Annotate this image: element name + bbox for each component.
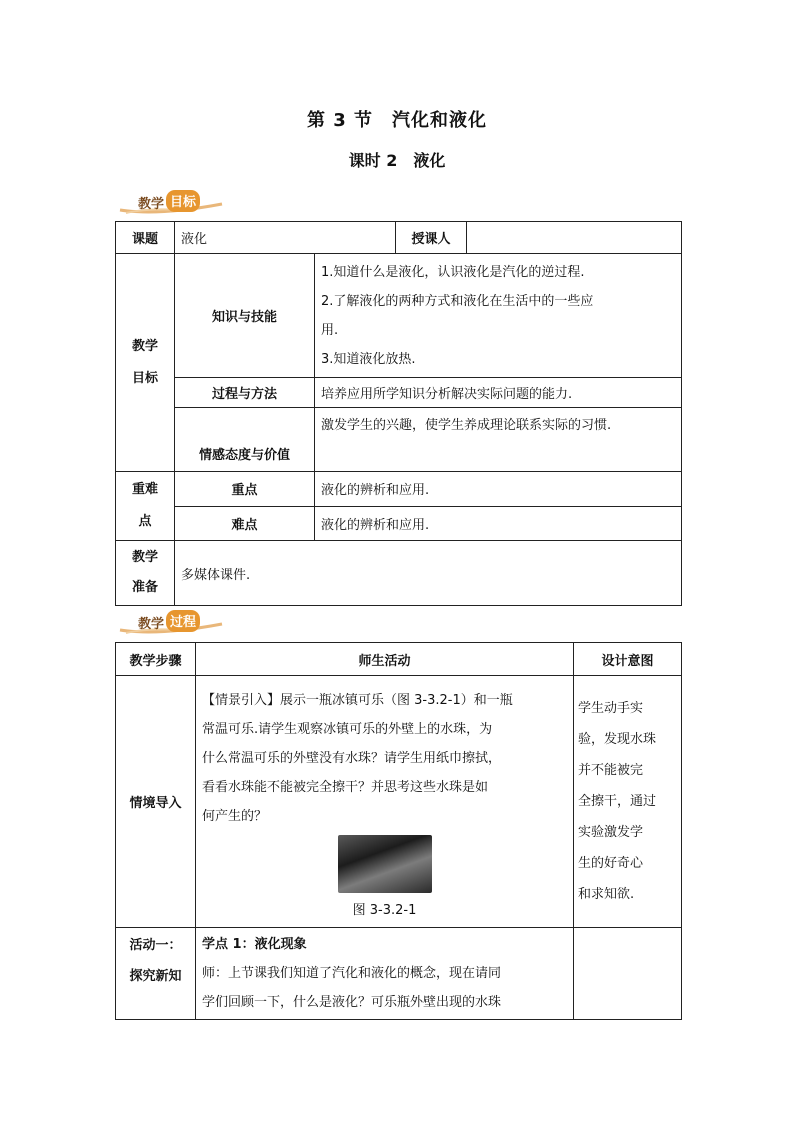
teaching-process-badge	[118, 606, 228, 634]
explore-heading: 学点 1：液化现象	[202, 937, 307, 952]
intent-line: 全擦干，通过	[578, 794, 657, 809]
teacher-label: 授课人	[396, 222, 467, 254]
figure-caption: 图 3-3.2-1	[352, 902, 417, 918]
teacher-value	[467, 222, 682, 254]
teaching-goals-badge	[118, 186, 228, 214]
activity-line: 常温可乐.请学生观察冰镇可乐的外壁上的水珠，为	[202, 721, 493, 737]
intent-line: 和求知欲.	[578, 887, 635, 902]
step-situation: 情境导入	[116, 676, 196, 928]
prep-label	[116, 541, 175, 606]
step-explore	[116, 928, 196, 1020]
goal-label	[116, 254, 175, 472]
goal-label-line: 目标	[131, 370, 158, 386]
activity-line: 看看水珠能不能被完全擦干？并思考这些水珠是如	[202, 779, 489, 795]
keypoint-label-line: 点	[138, 514, 152, 529]
step-explore-line: 探究新知	[129, 969, 182, 984]
activity-line: 何产生的？	[202, 808, 268, 824]
difficult-label: 难点	[175, 506, 315, 541]
knowledge-label: 知识与技能	[175, 254, 315, 378]
cola-bottle-photo	[338, 835, 432, 893]
situation-intent	[574, 676, 682, 928]
intent-line: 验，发现水珠	[578, 732, 657, 747]
badge-text-a: 教学	[138, 617, 165, 632]
prep-label-line: 教学	[131, 550, 158, 565]
topic-label: 课题	[116, 222, 175, 254]
key-value: 液化的辨析和应用.	[315, 472, 682, 507]
knowledge-line: 1.知道什么是液化，认识液化是汽化的逆过程.	[321, 264, 585, 280]
explore-line: 学们回顾一下，什么是液化？可乐瓶外壁出现的水珠	[202, 995, 502, 1010]
explore-intent	[574, 928, 682, 1020]
process-value: 培养应用所学知识分析解决实际问题的能力.	[315, 378, 682, 408]
prep-label-line: 准备	[131, 580, 158, 595]
teaching-goals-table	[115, 221, 682, 606]
knowledge-line: 2.了解液化的两种方式和液化在生活中的一些应	[321, 293, 594, 309]
header-activity: 师生活动	[196, 643, 574, 676]
teaching-process-table	[115, 642, 682, 1020]
explore-activity	[196, 928, 574, 1020]
activity-line: 【情景引入】展示一瓶冰镇可乐（图 3-3.2-1）和一瓶	[202, 692, 513, 708]
header-intent: 设计意图	[574, 643, 682, 676]
emotion-label: 情感态度与价值	[175, 408, 315, 472]
key-label: 重点	[175, 472, 315, 507]
badge-text-b: 目标	[166, 190, 200, 212]
difficult-value: 液化的辨析和应用.	[315, 506, 682, 541]
keypoint-label	[116, 472, 175, 541]
header-step: 教学步骤	[116, 643, 196, 676]
topic-value: 液化	[175, 222, 396, 254]
page-title: 第 3 节 汽化和液化	[306, 110, 488, 131]
knowledge-cell	[315, 254, 682, 378]
intent-line: 并不能被完	[578, 763, 644, 778]
situation-activity	[196, 676, 574, 928]
intent-line: 学生动手实	[578, 701, 644, 716]
step-explore-line: 活动一：	[129, 938, 182, 953]
intent-line: 生的好奇心	[578, 856, 644, 871]
process-label: 过程与方法	[175, 378, 315, 408]
knowledge-line: 用.	[321, 322, 339, 338]
badge-text-b: 过程	[166, 610, 200, 632]
emotion-value: 激发学生的兴趣，使学生养成理论联系实际的习惯.	[315, 408, 682, 472]
badge-text-a: 教学	[138, 197, 165, 212]
goal-label-line: 教学	[131, 338, 158, 354]
knowledge-line: 3.知道液化放热.	[321, 351, 416, 367]
intent-line: 实验激发学	[578, 825, 644, 840]
explore-line: 师：上节课我们知道了汽化和液化的概念，现在请同	[202, 966, 502, 981]
activity-line: 什么常温可乐的外壁没有水珠？请学生用纸巾擦拭，	[202, 750, 502, 766]
lesson-subtitle: 课时 2 液化	[348, 151, 446, 170]
prep-value: 多媒体课件.	[175, 541, 682, 606]
keypoint-label-line: 重难	[131, 482, 158, 497]
